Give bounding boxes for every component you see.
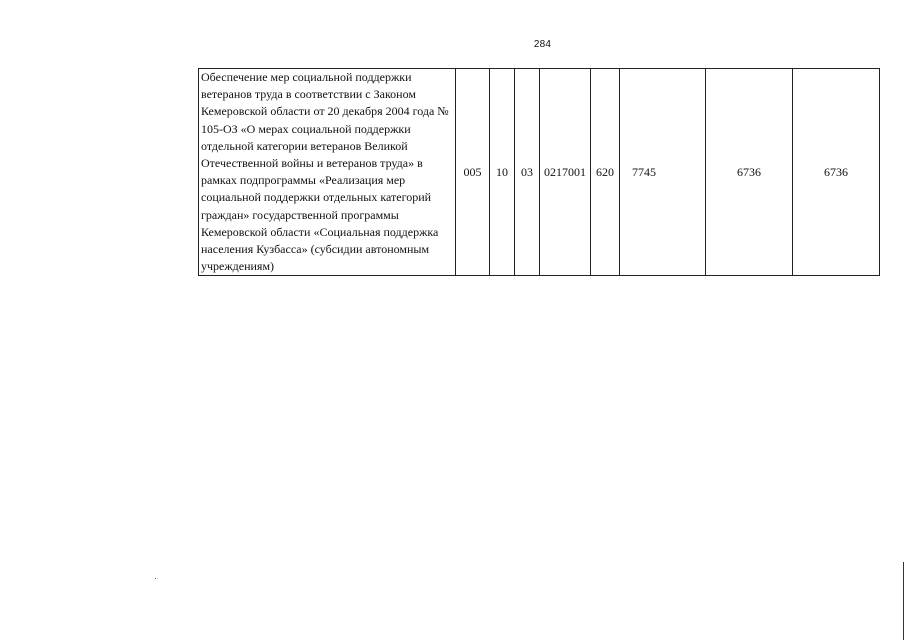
description-line: граждан» государственной программы: [201, 207, 399, 222]
page-number: 284: [533, 39, 552, 50]
description-line: населения Кузбасса» (субсидии автономным: [201, 242, 430, 257]
scan-edge-line: [903, 562, 904, 640]
year2-amount-cell: 6736: [706, 69, 793, 276]
vid-rashodov-cell: 620: [591, 69, 620, 276]
razdel-cell: 10: [490, 69, 515, 276]
description-line: ветеранов труда в соответствии с Законом: [201, 87, 416, 102]
description-line: Кемеровской области от 20 декабря 2004 года №: [201, 104, 449, 119]
celevaya-statya-cell: 0217001: [540, 69, 591, 276]
description-line: социальной поддержки отдельных категорий: [201, 190, 432, 205]
podrazdel-cell: 03: [515, 69, 540, 276]
glava-cell: 005: [456, 69, 490, 276]
description-line: рамках подпрограммы «Реализация мер: [201, 173, 406, 188]
description-line: отдельной категории ветеранов Великой: [201, 138, 408, 153]
year3-amount-cell: 6736: [793, 69, 880, 276]
row-description-cell: [199, 69, 456, 276]
year1-amount-cell: 7745: [620, 69, 706, 276]
description-line: 105-ОЗ «О мерах социальной поддержки: [201, 121, 411, 136]
table-row: [199, 69, 880, 276]
description-line: учреждениям): [201, 259, 275, 274]
budget-table: [198, 68, 880, 276]
description-line: Обеспечение мер социальной поддержки: [201, 70, 412, 84]
description-line: Кемеровской области «Социальная поддержка: [201, 224, 439, 239]
description-line: Отечественной войны и ветеранов труда» в: [201, 156, 423, 171]
scan-speck: [155, 578, 156, 579]
